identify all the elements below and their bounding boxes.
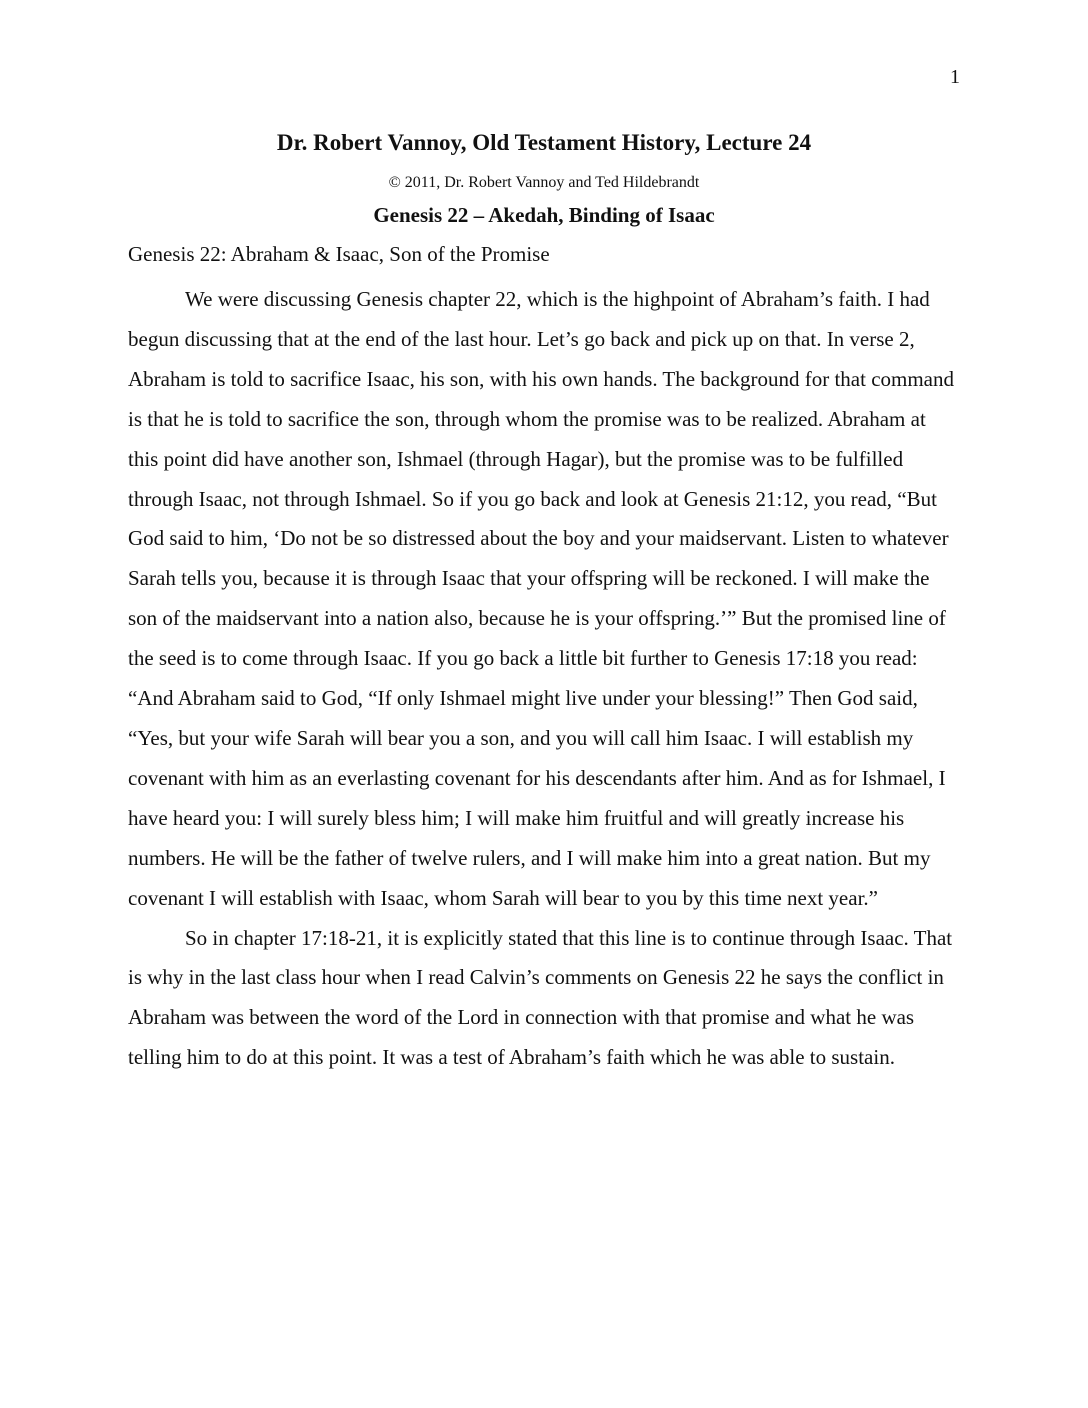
copyright-line: © 2011, Dr. Robert Vannoy and Ted Hildebrandt: [388, 174, 700, 191]
section-heading: Genesis 22: Abraham & Isaac, Son of the Promise: [128, 242, 550, 266]
document-subtitle: Genesis 22 – Akedah, Binding of Isaac: [373, 203, 715, 227]
paragraph: We were discussing Genesis chapter 22, which is the highpoint of Abraham’s faith. I had begun discussing that at the end of the last hour. Let’s go back and pick up on that. In verse 2, Abraham is told to sacrifice Isaac, his son, with his own hands. The background for that command is that he is told to sacrifice the son, through whom the promise was to be realized. Abraham at this point did have another son, Ishmael (through Hagar), but the promise was to be fulfilled through Isaac, not through Ishmael. So if you go back and look at Genesis 21:12, you read, “But God said to him, ‘Do not be so distressed about the boy and your maidservant. Listen to whatever Sarah tells you, because it is through Isaac that your offspring will be reckoned. I will make the son of the maidservant into a nation also, because he is your offspring.’” But the promised line of the seed is to come through Isaac. If you go back a little bit further to Genesis 17:18 you read: “And Abraham said to God, “If only Ishmael might live under your blessing!” Then God said, “Yes, but your wife Sarah will bear you a son, and you will call him Isaac. I will establish my covenant with him as an everlasting covenant for his descendants after him. And as for Ishmael, I have heard you: I will surely bless him; I will make him fruitful and will greatly increase his numbers. He will be the father of twelve rulers, and I will make him into a great nation. But my covenant I will establish with Isaac, whom Sarah will bear to you by this time next year.”: [128, 287, 955, 910]
body-text: [128, 280, 960, 1078]
page-number: 1: [950, 66, 960, 88]
document-title: Dr. Robert Vannoy, Old Testament History, Lecture 24: [276, 130, 812, 155]
paragraph: So in chapter 17:18-21, it is explicitly stated that this line is to continue through Isaac. That is why in the last class hour when I read Calvin’s comments on Genesis 22 he says the conflict in Abraham was between the word of the Lord in connection with that promise and what he was telling him to do at this point. It was a test of Abraham’s faith which he was able to sustain.: [128, 925, 953, 1070]
